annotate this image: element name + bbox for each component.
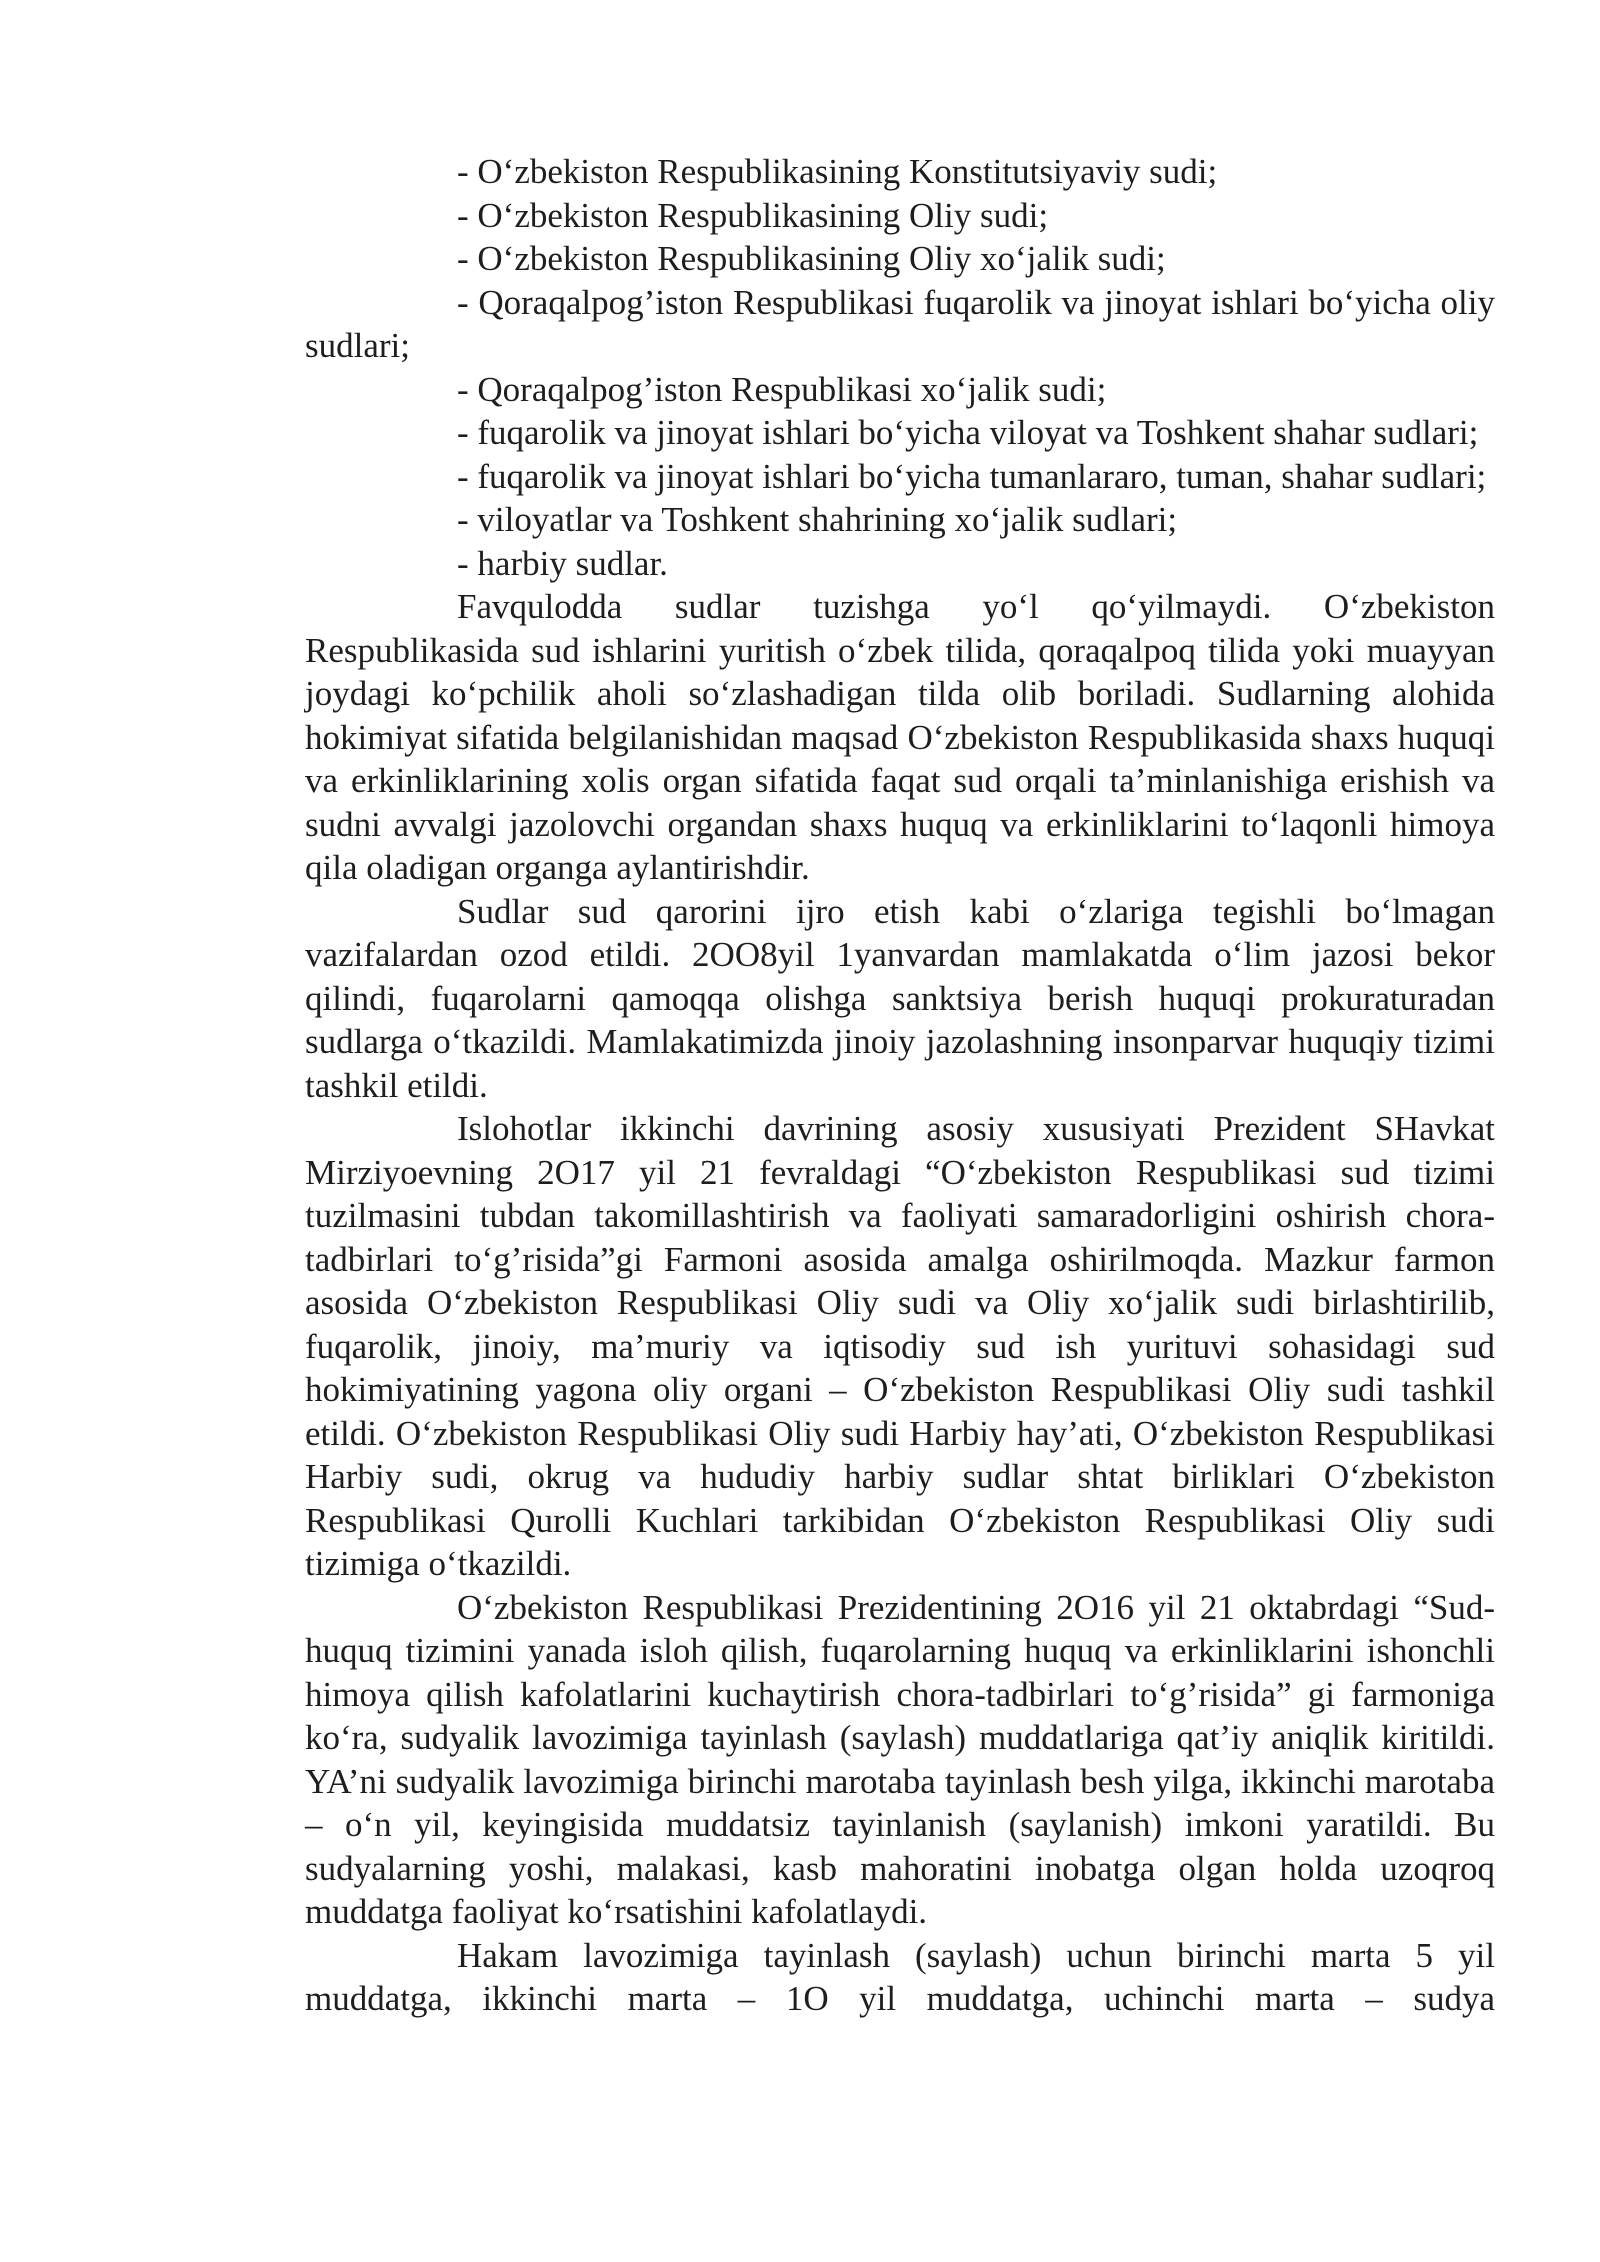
- list-item: - Qoraqalpog’iston Respublikasi xo‘jalik sudi;: [457, 369, 1107, 409]
- body-paragraph: Islohotlar ikkinchi davrining asosiy xususiyati Prezident SHavkat Mirziyoevning 2O17 yil 21 fevraldagi “O‘zbekiston Respublikasi sud tizimi tuzilmasini tubdan takomillashtirish va faoliyati samaradorligini oshirish chora-tadbirlari to‘g’risida”gi Farmoni asosida amalga oshirilmoqda. Mazkur farmon asosida O‘zbekiston Respublikasi Oliy sudi va Oliy xo‘jalik sudi birlashtirilib, fuqarolik, jinoiy, ma’muriy va iqtisodiy sud ish yurituvi sohasidagi sud hokimiyatining yagona oliy organi – O‘zbekiston Respublikasi Oliy sudi tashkil etildi. O‘zbekiston Respublikasi Oliy sudi Harbiy hay’ati, O‘zbekiston Respublikasi Harbiy sudi, okrug va hududiy harbiy sudlar shtat birliklari O‘zbekiston Respublikasi Qurolli Kuchlari tarkibidan O‘zbekiston Respublikasi Oliy sudi tizimiga o‘tkazildi.: [305, 1109, 1495, 1583]
- list-item: - harbiy sudlar.: [457, 543, 668, 583]
- list-item: - O‘zbekiston Respublikasining Oliy xo‘jalik sudi;: [457, 239, 1166, 278]
- list-item: - Qoraqalpog’iston Respublikasi fuqarolik va jinoyat ishlari bo‘yicha oliy sudlari;: [305, 282, 1495, 365]
- body-paragraph: Favqulodda sudlar tuzishga yo‘l qo‘yilmaydi. O‘zbekiston Respublikasida sud ishlarini yuritish o‘zbek tilida, qoraqalpoq tilida yoki muayyan joydagi ko‘pchilik aholi so‘zlashadigan tilda olib boriladi. Sudlarning alohida hokimiyat sifatida belgilanishidan maqsad O‘zbekiston Respublikasida shaxs huquqi va erkinliklarining xolis organ sifatida faqat sud orqali ta’minlanishiga erishish va sudni avvalgi jazolovchi organdan shaxs huquq va erkinliklarini to‘laqonli himoya qila oladigan organga aylantirishdir.: [305, 587, 1495, 887]
- body-paragraph: Sudlar sud qarorini ijro etish kabi o‘zlariga tegishli bo‘lmagan vazifalardan ozod etildi. 2OO8yil 1yanvardan mamlakatda o‘lim jazosi bekor qilindi, fuqarolarni qamoqqa olishga sanktsiya berish huquqi prokuraturadan sudlarga o‘tkazildi. Mamlakatimizda jinoiy jazolashning insonparvar huquqiy tizimi tashkil etildi.: [305, 891, 1495, 1105]
- list-item: - viloyatlar va Toshkent shahrining xo‘jalik sudlari;: [457, 500, 1178, 539]
- list-item: - O‘zbekiston Respublikasining Konstitutsiyaviy sudi;: [457, 152, 1218, 191]
- list-item: - O‘zbekiston Respublikasining Oliy sudi;: [457, 195, 1049, 235]
- document-page: [305, 150, 1495, 2021]
- list-item: - fuqarolik va jinoyat ishlari bo‘yicha viloyat va Toshkent shahar sudlari;: [457, 413, 1479, 452]
- body-paragraph: O‘zbekiston Respublikasi Prezidentining 2O16 yil 21 oktabrdagi “Sud-huquq tizimini yanada isloh qilish, fuqarolarning huquq va erkinliklarini ishonchli himoya qilish kafolatlarini kuchaytirish chora-tadbirlari to‘g’risida” gi farmoniga ko‘ra, sudyalik lavozimiga tayinlash (saylash) muddatlariga qat’iy aniqlik kiritildi. YA’ni sudyalik lavozimiga birinchi marotaba tayinlash besh yilga, ikkinchi marotaba – o‘n yil, keyingisida muddatsiz tayinlanish (saylanish) imkoni yaratildi. Bu sudyalarning yoshi, malakasi, kasb mahoratini inobatga olgan holda uzoqroq muddatga faoliyat ko‘rsatishini kafolatlaydi.: [305, 1587, 1495, 1931]
- body-paragraph: Hakam lavozimiga tayinlash (saylash) uchun birinchi marta 5 yil muddatga, ikkinchi marta – 1O yil muddatga, uchinchi marta – sudya: [305, 1935, 1495, 2018]
- list-item: - fuqarolik va jinoyat ishlari bo‘yicha tumanlararo, tuman, shahar sudlari;: [457, 456, 1487, 496]
